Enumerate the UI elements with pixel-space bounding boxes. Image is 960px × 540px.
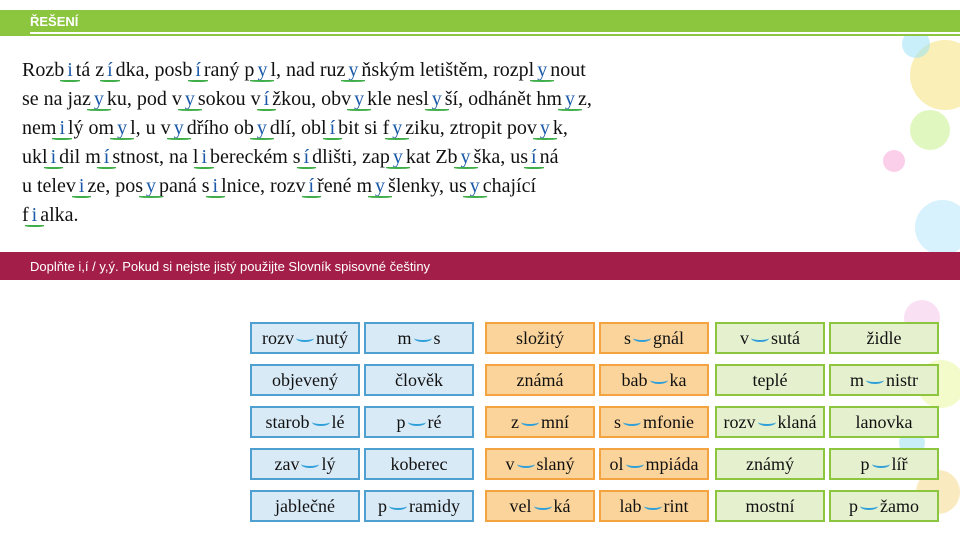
filled-gap-letter: i <box>29 201 41 230</box>
blank-gap[interactable] <box>408 418 426 426</box>
blank-gap[interactable] <box>534 502 552 510</box>
text-segment: nem <box>22 117 57 139</box>
blank-gap[interactable] <box>521 418 539 426</box>
word-part: ré <box>427 411 442 432</box>
word-part: p <box>378 495 387 516</box>
text-segment: ukl <box>22 146 48 168</box>
word-part: s <box>433 327 441 348</box>
word-cell-green <box>829 406 939 438</box>
text-segment: ná <box>539 146 559 168</box>
text-segment: dlišti, zap <box>312 146 390 168</box>
word-cell-green <box>829 364 939 396</box>
word-cell-green <box>829 490 939 522</box>
word-part: lý <box>321 453 336 474</box>
word-part: mpiáda <box>645 453 699 474</box>
word-cell-blue <box>250 490 360 522</box>
blank-gap[interactable] <box>860 502 878 510</box>
text-segment: raný p <box>203 59 255 81</box>
blank-gap[interactable] <box>644 502 662 510</box>
word-part: bab <box>621 369 648 390</box>
text-segment: sokou v <box>197 88 261 110</box>
word-part: složitý <box>516 327 564 348</box>
word-cell-blue <box>364 490 474 522</box>
word-cell-green <box>715 490 825 522</box>
text-segment: k, <box>552 117 568 139</box>
word-cell-orange <box>599 322 709 354</box>
blank-gap[interactable] <box>872 460 890 468</box>
word-part: ká <box>553 495 571 516</box>
filled-gap-letter: y <box>182 85 198 114</box>
word-cell-blue <box>250 364 360 396</box>
filled-gap-letter: í <box>528 143 540 172</box>
blank-gap[interactable] <box>517 460 535 468</box>
word-part: rozv <box>723 411 756 432</box>
word-part: objevený <box>272 369 338 390</box>
exercise-line <box>22 143 862 172</box>
exercise-line <box>22 85 862 114</box>
word-part: s <box>623 327 631 348</box>
blank-gap[interactable] <box>623 418 641 426</box>
blank-gap[interactable] <box>296 334 314 342</box>
word-part: jablečné <box>275 495 335 516</box>
filled-gap-letter: y <box>467 172 483 201</box>
word-cell-orange <box>485 406 595 438</box>
word-part: sutá <box>771 327 800 348</box>
header-rule <box>30 32 960 34</box>
filled-gap-letter: y <box>389 114 405 143</box>
word-cell-blue <box>364 322 474 354</box>
filled-gap-letter: í <box>261 85 273 114</box>
word-cell-orange <box>599 490 709 522</box>
word-part: starob <box>265 411 310 432</box>
word-cell-green <box>829 322 939 354</box>
text-segment: dil m <box>59 146 101 168</box>
word-part: m <box>849 369 864 390</box>
instruction-bar <box>0 252 960 280</box>
filled-gap-letter: y <box>254 56 270 85</box>
filled-gap-letter: y <box>390 143 406 172</box>
text-segment: dlí, obl <box>269 117 327 139</box>
text-segment: paná s <box>158 175 210 197</box>
text-segment: f <box>22 204 29 226</box>
text-segment: bit si f <box>338 117 390 139</box>
word-part: lanovka <box>855 411 913 432</box>
exercise-text <box>22 56 862 230</box>
word-part: m <box>397 327 412 348</box>
text-segment: šlenky, us <box>388 175 467 197</box>
word-cell-orange <box>599 406 709 438</box>
word-cell-blue <box>250 406 360 438</box>
blank-gap[interactable] <box>301 460 319 468</box>
filled-gap-letter: í <box>104 56 116 85</box>
filled-gap-letter: i <box>56 114 68 143</box>
filled-gap-letter: y <box>143 172 159 201</box>
word-part: rozv <box>262 327 294 348</box>
word-cell-blue <box>364 406 474 438</box>
word-part: p <box>396 411 406 432</box>
filled-gap-letter: y <box>114 114 130 143</box>
word-cell-blue <box>250 322 360 354</box>
text-segment: řené m <box>317 175 373 197</box>
text-segment: u telev <box>22 175 76 197</box>
filled-gap-letter: i <box>64 56 76 85</box>
word-part: ol <box>609 453 624 474</box>
text-segment: ku, pod v <box>106 88 182 110</box>
filled-gap-letter: y <box>562 85 578 114</box>
word-part: mní <box>540 411 569 432</box>
blank-gap[interactable] <box>389 502 407 510</box>
filled-gap-letter: y <box>537 114 553 143</box>
text-segment: nout <box>550 59 586 81</box>
word-cell-orange <box>485 490 595 522</box>
word-cell-blue <box>364 448 474 480</box>
text-segment: ze, pos <box>87 175 143 197</box>
word-part: rint <box>663 495 689 516</box>
word-part: ramidy <box>409 495 460 516</box>
filled-gap-letter: y <box>254 114 270 143</box>
blank-gap[interactable] <box>626 460 644 468</box>
word-part: s <box>613 411 621 432</box>
header-bar <box>0 10 960 36</box>
exercise-line <box>22 201 862 230</box>
word-part: v <box>505 453 515 474</box>
word-part: slaný <box>536 453 575 474</box>
text-segment: ziku, ztropit pov <box>405 117 537 139</box>
filled-gap-letter: y <box>345 56 361 85</box>
word-cell-blue <box>364 364 474 396</box>
filled-gap-letter: í <box>192 56 204 85</box>
filled-gap-letter: y <box>458 143 474 172</box>
word-part: židle <box>866 327 902 348</box>
word-part: p <box>849 495 858 516</box>
word-cell-green <box>715 322 825 354</box>
word-part: mfonie <box>643 411 694 432</box>
filled-gap-letter: i <box>76 172 88 201</box>
word-cell-orange <box>485 322 595 354</box>
filled-gap-letter: y <box>372 172 388 201</box>
text-segment: kle nesl <box>367 88 429 110</box>
blank-gap[interactable] <box>866 376 884 384</box>
word-part: známá <box>516 369 564 390</box>
filled-gap-letter: í <box>306 172 318 201</box>
text-segment: bereckém s <box>210 146 301 168</box>
text-segment: se na jaz <box>22 88 91 110</box>
text-segment: ňským letištěm, rozpl <box>361 59 535 81</box>
blank-gap[interactable] <box>414 334 432 342</box>
word-part: lab <box>619 495 642 516</box>
filled-gap-letter: y <box>351 85 367 114</box>
text-segment: lý om <box>68 117 115 139</box>
word-part: známý <box>746 453 794 474</box>
word-cell-green <box>715 364 825 396</box>
word-part: teplé <box>752 369 788 390</box>
word-part: líř <box>891 453 908 474</box>
blank-gap[interactable] <box>758 418 776 426</box>
filled-gap-letter: i <box>198 143 210 172</box>
word-part: žamo <box>880 495 919 516</box>
text-segment: ška, us <box>473 146 528 168</box>
text-segment: chající <box>482 175 537 197</box>
text-segment: l, nad ruz <box>270 59 346 81</box>
word-part: klaná <box>777 411 817 432</box>
exercise-line <box>22 114 862 143</box>
filled-gap-letter: í <box>327 114 339 143</box>
word-cell-orange <box>485 364 595 396</box>
filled-gap-letter: i <box>210 172 222 201</box>
word-cell-orange <box>599 448 709 480</box>
text-segment: alka. <box>40 204 79 226</box>
word-part: v <box>740 327 749 348</box>
text-segment: z, <box>577 88 592 110</box>
text-segment: kat Zb <box>405 146 458 168</box>
filled-gap-letter: y <box>534 56 550 85</box>
word-part: koberec <box>390 453 448 474</box>
text-segment: lnice, rozv <box>221 175 306 197</box>
blank-gap[interactable] <box>312 418 330 426</box>
word-cell-orange <box>599 364 709 396</box>
word-part: p <box>860 453 870 474</box>
exercise-line <box>22 56 862 85</box>
word-cell-green <box>715 406 825 438</box>
word-cell-orange <box>485 448 595 480</box>
blank-gap[interactable] <box>633 334 651 342</box>
word-part: lé <box>331 411 345 432</box>
exercise-line <box>22 172 862 201</box>
word-cell-green <box>829 448 939 480</box>
page-title: ŘEŠENÍ <box>30 14 79 29</box>
text-segment: stnost, na l <box>112 146 199 168</box>
filled-gap-letter: í <box>301 143 313 172</box>
filled-gap-letter: y <box>429 85 445 114</box>
text-segment: dka, posb <box>115 59 193 81</box>
text-segment: ší, odhánět hm <box>444 88 562 110</box>
word-part: nutý <box>315 327 348 348</box>
word-part: vel <box>509 495 532 516</box>
text-segment: Rozb <box>22 59 65 81</box>
filled-gap-letter: i <box>48 143 60 172</box>
word-part: zav <box>274 453 300 474</box>
filled-gap-letter: y <box>171 114 187 143</box>
word-part: mostní <box>745 495 795 516</box>
filled-gap-letter: í <box>101 143 113 172</box>
word-part: ka <box>669 369 687 390</box>
word-cell-green <box>715 448 825 480</box>
word-cell-blue <box>250 448 360 480</box>
text-segment: l, u v <box>130 117 171 139</box>
word-part: člověk <box>395 369 443 390</box>
blank-gap[interactable] <box>751 334 769 342</box>
text-segment: dřího ob <box>186 117 254 139</box>
word-part: nistr <box>886 369 919 390</box>
word-part: z <box>510 411 519 432</box>
text-segment: tá z <box>75 59 105 81</box>
text-segment: žkou, obv <box>272 88 352 110</box>
blank-gap[interactable] <box>650 376 668 384</box>
instruction-text: Doplňte i,í / y,ý. Pokud si nejste jistý použijte Slovník spisovné češtiny <box>30 259 431 274</box>
filled-gap-letter: y <box>91 85 107 114</box>
word-part: gnál <box>653 327 684 348</box>
